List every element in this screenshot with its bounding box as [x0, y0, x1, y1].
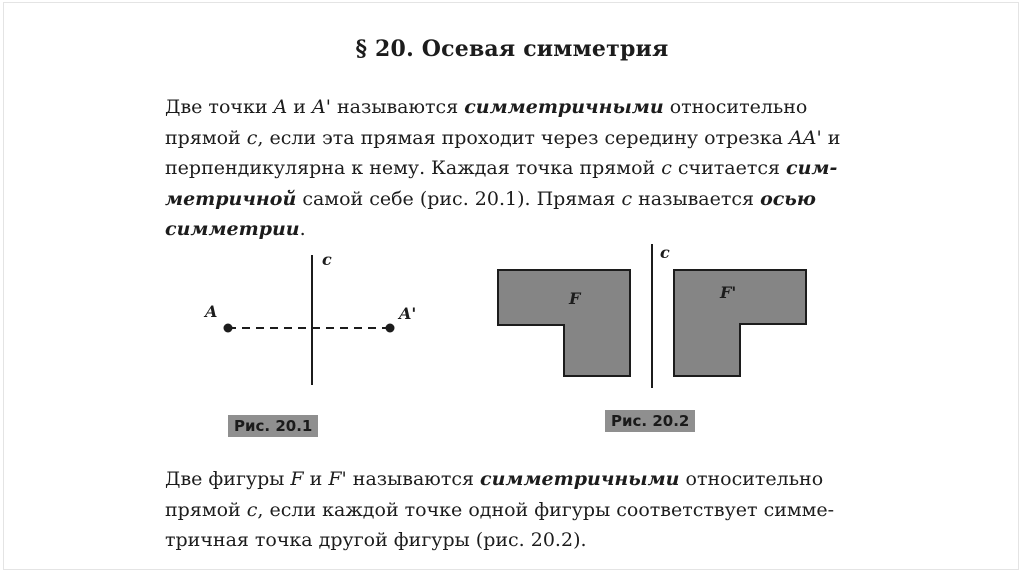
text-line: Две точки A и A' называются симметричными относительно [165, 96, 808, 118]
label-f: F [569, 289, 581, 308]
text-line: перпендикулярна к нему. Каждая точка прямой c считается сим- [165, 157, 838, 179]
text-line: симметрии. [165, 218, 306, 240]
text-line: метричной самой себе (рис. 20.1). Прямая c называется осью [165, 187, 816, 210]
point-a-prime [386, 324, 395, 333]
term-axis: осью [760, 187, 816, 210]
shape-f-prime [674, 270, 806, 376]
caption-fig-20-1: Рис. 20.1 [228, 415, 318, 437]
figure-20-1 [195, 245, 435, 395]
definition-paragraph-figures [165, 464, 865, 556]
text-line: Две фигуры F и F' называются симметричными относительно [165, 468, 824, 490]
label-a-prime: A' [399, 304, 417, 323]
text-line: прямой c, если эта прямая проходит через середину отрезка AA' и [165, 126, 841, 149]
point-a [224, 324, 233, 333]
text-line: тричная точка другой фигуры (рис. 20.2). [165, 529, 587, 551]
shape-f [498, 270, 630, 376]
label-f-prime: F' [720, 283, 737, 302]
axis-label-c: c [322, 250, 332, 269]
label-a: A [205, 302, 218, 321]
caption-fig-20-2: Рис. 20.2 [605, 410, 695, 432]
text-line: прямой c, если каждой точке одной фигуры соответствует симме- [165, 498, 835, 521]
definition-paragraph-points [165, 92, 865, 245]
section-title: § 20. Осевая симметрия [355, 36, 669, 62]
axis-label-c: c [660, 243, 670, 262]
term-symmetric: симметричными [464, 96, 664, 118]
figure-20-2 [488, 240, 818, 390]
